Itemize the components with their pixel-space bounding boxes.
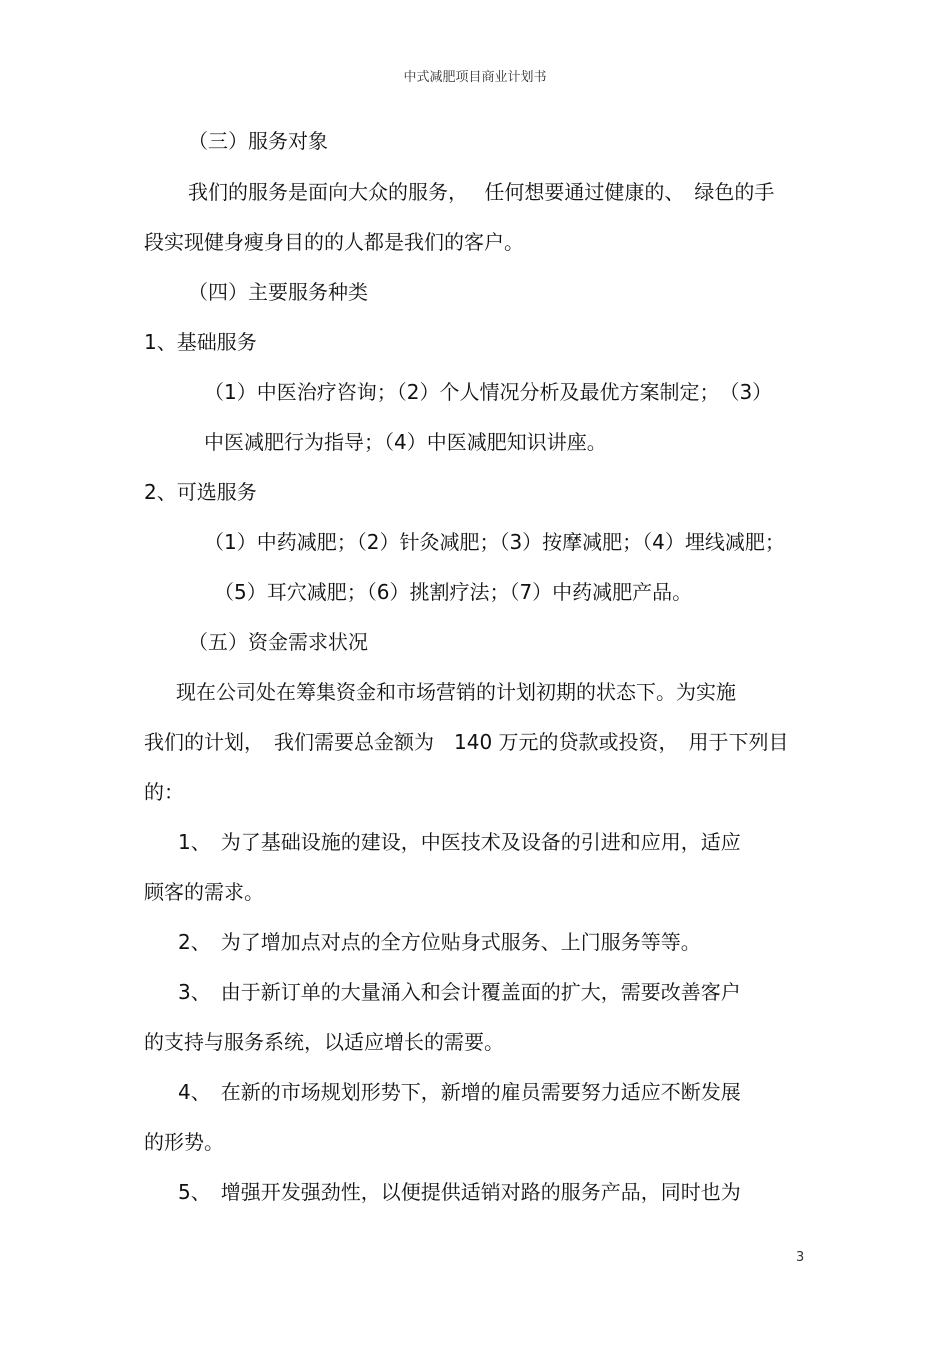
numbered-item-line: 的支持与服务系统，以适应增长的需要。 — [144, 1030, 504, 1054]
paragraph-line: 段实现健身瘦身目的的人都是我们的客户。 — [144, 230, 524, 254]
paragraph-line: 我们的服务是面向大众的服务， 任何想要通过健康的、 绿色的手 — [188, 180, 775, 204]
numbered-item-line: 3、 由于新订单的大量涌入和会计覆盖面的扩大，需要改善客户 — [178, 980, 741, 1004]
list-line: （5）耳穴减肥；（6）挑割疗法；（7）中药减肥产品。 — [214, 580, 693, 604]
numbered-item-line: 5、 增强开发强劲性，以便提供适销对路的服务产品，同时也为 — [178, 1180, 741, 1204]
paragraph-line: 的： — [144, 780, 184, 804]
numbered-item-line: 1、 为了基础设施的建设，中医技术及设备的引进和应用，适应 — [178, 830, 741, 854]
page-number: 3 — [796, 1250, 805, 1265]
running-header: 中式减肥项目商业计划书 — [403, 70, 547, 85]
numbered-item-line: 顾客的需求。 — [144, 880, 264, 904]
list-line: （1）中医治疗咨询；（2）个人情况分析及最优方案制定； （3） — [204, 380, 773, 404]
subheading-basic-services: 1、基础服务 — [144, 330, 257, 354]
numbered-item-line: 的形势。 — [144, 1130, 224, 1154]
section-heading-service-targets: （三）服务对象 — [188, 129, 328, 153]
list-line: （1）中药减肥；（2）针灸减肥；（3）按摩减肥；（4）埋线减肥； — [204, 530, 785, 554]
section-heading-funding-needs: （五）资金需求状况 — [188, 630, 368, 654]
list-line: 中医减肥行为指导；（4）中医减肥知识讲座。 — [204, 430, 607, 454]
numbered-item-line: 2、 为了增加点对点的全方位贴身式服务、上门服务等等。 — [178, 930, 701, 954]
section-heading-main-services: （四）主要服务种类 — [188, 280, 368, 304]
subheading-optional-services: 2、可选服务 — [144, 480, 257, 504]
paragraph-line: 我们的计划， 我们需要总金额为 140 万元的贷款或投资， 用于下列目 — [144, 730, 789, 754]
paragraph-line: 现在公司处在筹集资金和市场营销的计划初期的状态下。为实施 — [176, 680, 736, 704]
numbered-item-line: 4、 在新的市场规划形势下，新增的雇员需要努力适应不断发展 — [178, 1080, 741, 1104]
